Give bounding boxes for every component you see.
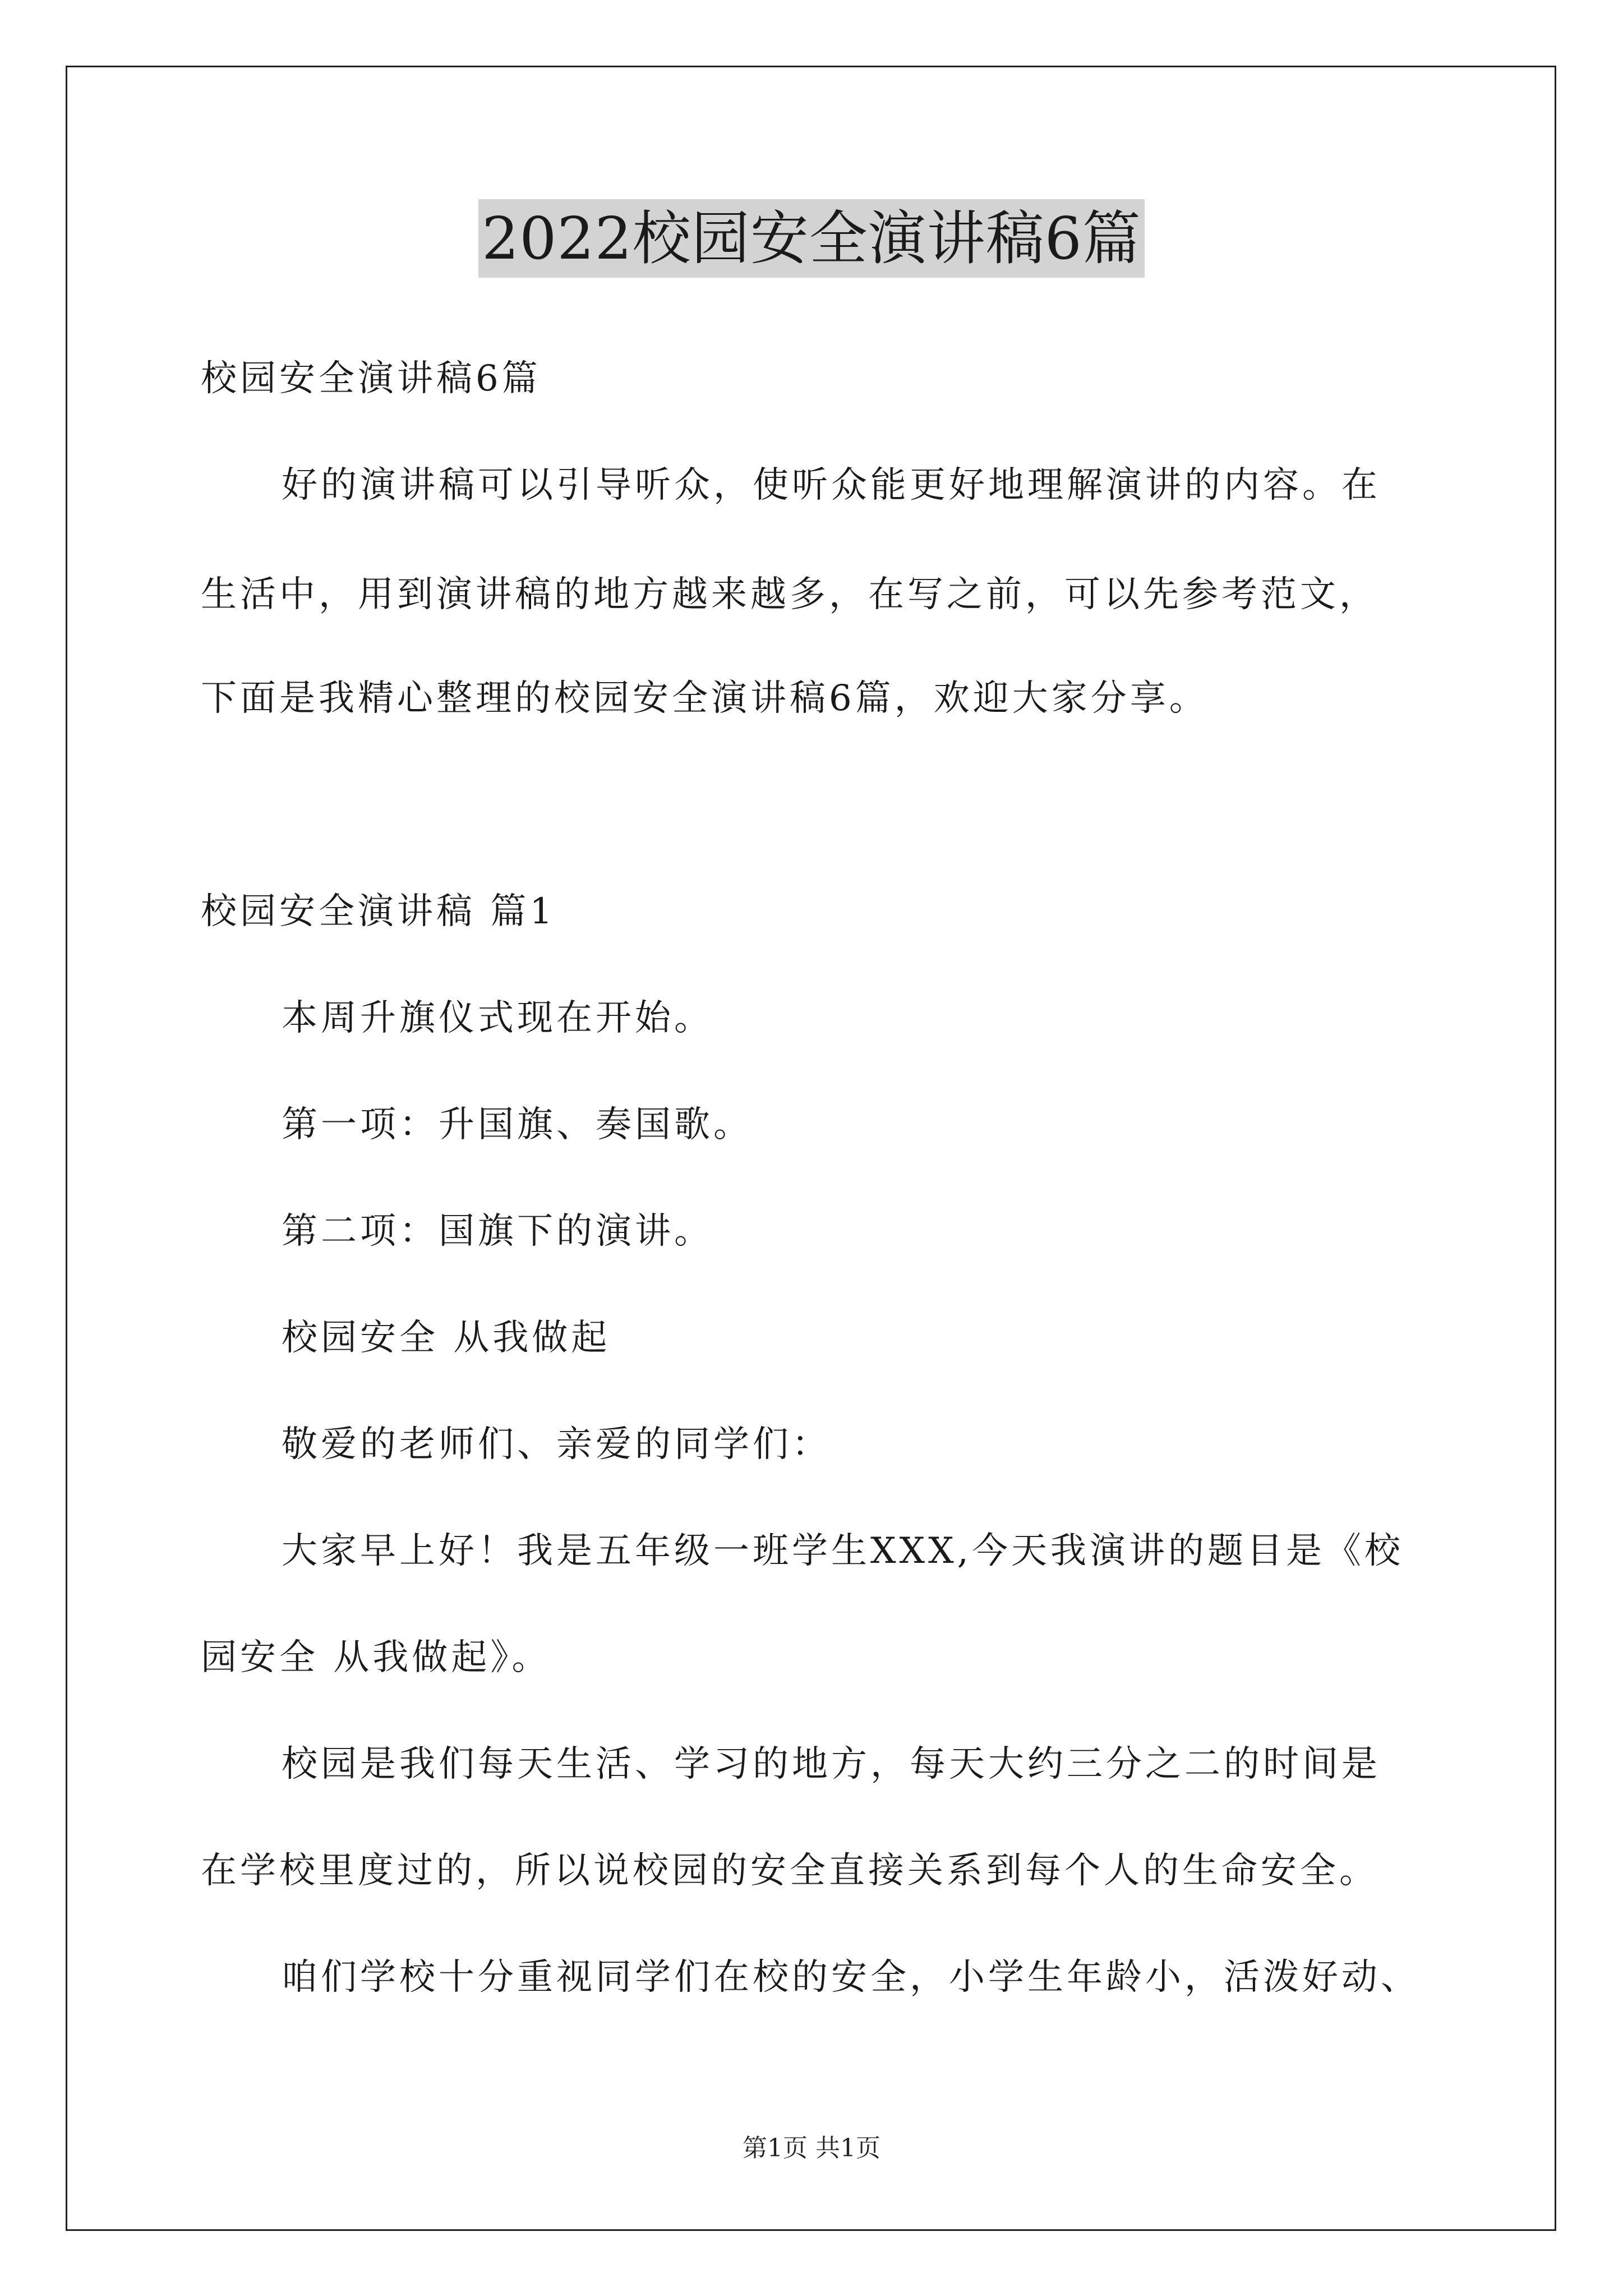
paragraph-line: 下面是我精心整理的校园安全演讲稿6篇，欢迎大家分享。 bbox=[201, 678, 1209, 719]
section-heading: 校园安全演讲稿 篇1 bbox=[201, 891, 556, 932]
paragraph-line: 在学校里度过的，所以说校园的安全直接关系到每个人的生命安全。 bbox=[201, 1850, 1378, 1892]
document-title: 2022校园安全演讲稿6篇 bbox=[478, 199, 1145, 278]
subtitle-line: 校园安全演讲稿6篇 bbox=[201, 358, 541, 399]
paragraph-line: 咱们学校十分重视同学们在校的安全，小学生年龄小，活泼好动、 bbox=[282, 1957, 1420, 1998]
paragraph-line: 好的演讲稿可以引导听众，使听众能更好地理解演讲的内容。在 bbox=[282, 464, 1381, 506]
paragraph-line: 校园是我们每天生活、学习的地方，每天大约三分之二的时间是 bbox=[282, 1743, 1381, 1785]
paragraph-line: 大家早上好！我是五年级一班学生XXX,今天我演讲的题目是《校 bbox=[282, 1530, 1404, 1572]
paragraph-line: 敬爱的老师们、亲爱的同学们： bbox=[282, 1424, 831, 1465]
title-container bbox=[0, 199, 1623, 278]
paragraph-line: 第二项：国旗下的演讲。 bbox=[282, 1211, 713, 1252]
paragraph-line: 第一项：升国旗、奏国歌。 bbox=[282, 1104, 753, 1145]
paragraph-line: 校园安全 从我做起 bbox=[282, 1317, 611, 1359]
paragraph-line: 生活中，用到演讲稿的地方越来越多，在写之前，可以先参考范文， bbox=[201, 574, 1378, 615]
paragraph-line: 园安全 从我做起》。 bbox=[201, 1637, 551, 1678]
page-footer: 第1页 共1页 bbox=[743, 2134, 880, 2162]
paragraph-line: 本周升旗仪式现在开始。 bbox=[282, 997, 713, 1039]
